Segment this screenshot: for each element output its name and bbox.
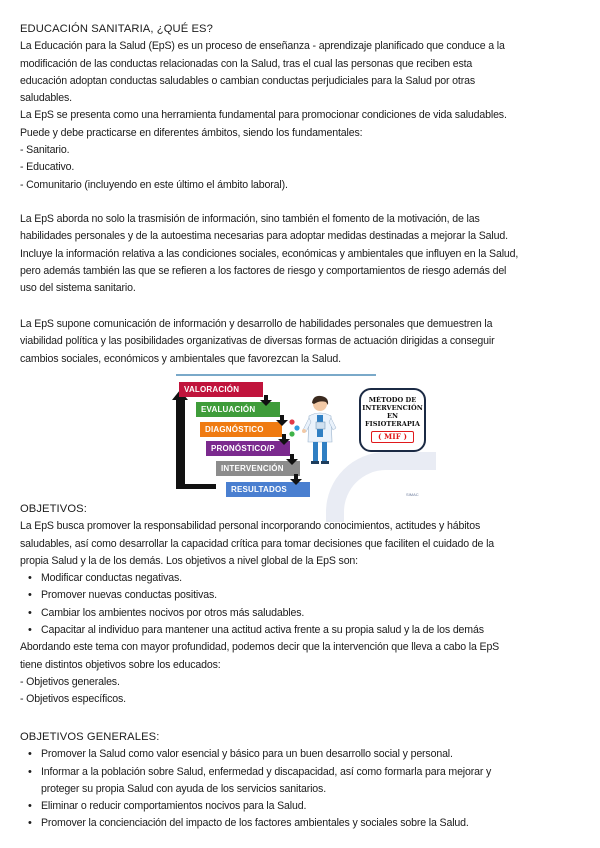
loop-arrow-icon (176, 396, 185, 488)
down-arrow-icon (264, 395, 268, 401)
badge-line: MÉTODO DE (368, 396, 417, 404)
badge-line: FISIOTERAPIA (364, 420, 421, 428)
down-arrow-icon (290, 454, 294, 460)
list-item: • Capacitar al individuo para mantener una actitud activa frente a su propia salud y la de los demás (41, 622, 582, 639)
text-line: La EpS aborda no solo la trasmisión de información, sino también el fomento de la motivación, de las (20, 213, 480, 225)
pills-icon (288, 418, 302, 442)
text-line: pero además también las que se refieren a los factores de riesgo y comportamientos de riesgo además del (20, 264, 507, 277)
text-line: - Objetivos específicos. (20, 693, 126, 706)
down-arrow-icon (282, 434, 286, 440)
list-item: • Promover la Salud como valor esencial y básico para un buen desarrollo social y personal. (41, 746, 582, 763)
step-pronostico: PRONÓSTICO/P (206, 441, 290, 456)
mif-label: ( MIF ) (371, 431, 414, 443)
list-item: • Cambiar los ambientes nocivos por otros más saludables. (41, 605, 582, 622)
list-item-line: • Informar a la población sobre Salud, enfermedad y discapacidad, así como formarla para mejorar y (41, 765, 492, 778)
list-item: • Promover la concienciación del impacto de los factores ambientales y sociales sobre la Salud. (41, 815, 582, 832)
text-line: tiene distintos objetivos sobre los educados: (20, 658, 221, 671)
physiotherapist-illustration-icon (301, 394, 339, 468)
text-line: Abordando este tema con mayor profundidad, podemos decir que la intervención que lleva a cabo la EpS (20, 641, 500, 654)
objetivos-generales-list (20, 746, 582, 832)
text-line: La EpS busca promover la responsabilidad personal incorporando conocimientos, actitudes y hábitos (20, 520, 481, 533)
text-line: modificación de las conductas relacionadas con la Salud, tras el cual las personas que reciben esta (20, 57, 473, 70)
text-line: habilidades personales y de la autoestima necesarias para adoptar medidas destinadas a mejorar la Salud. (20, 230, 508, 243)
text-line: saludables, así como desarrollar la capacidad crítica para tomar decisiones que faciliten el cuidado de la (20, 537, 495, 550)
paragraph-communication (20, 316, 582, 368)
step-valoracion: VALORACIÓN (179, 382, 263, 397)
text-line: La Educación para la Salud (EpS) es un proceso de enseñanza - aprendizaje planificado que conduce a la (20, 40, 505, 53)
loop-arrow-base (176, 484, 216, 489)
text-line: Incluye la información relativa a las condiciones sociales, económicas y ambientales que influyen en la Salud, (20, 247, 519, 260)
paragraph-information (20, 211, 582, 297)
list-item-line: proteger su propia Salud con ayuda de los servicios sanitarios. (41, 782, 326, 795)
text-line: La EpS supone comunicación de información y desarrollo de habilidades personales que demuestren la (20, 318, 493, 330)
text-line: educación adoptan conductas saludables o cambian conductas perjudiciales para la Salud por otras (20, 74, 475, 87)
step-evaluacion: EVALUACIÓN (196, 402, 280, 417)
text-line: - Objetivos generales. (20, 675, 120, 688)
text-line: cambios sociales, económicos y ambientales que favorezcan la Salud. (20, 352, 341, 365)
down-arrow-icon (294, 474, 298, 480)
figure-caption: SIMAC (406, 492, 419, 497)
figure-top-rule (176, 374, 376, 376)
text-line: La EpS se presenta como una herramienta fundamental para promocionar condiciones de vida saludables. (20, 109, 507, 122)
list-item (41, 764, 582, 799)
objetivos-section (20, 501, 582, 709)
text-line: saludables. (20, 92, 72, 105)
objetivos-list (20, 570, 582, 639)
section-heading: OBJETIVOS: (20, 503, 87, 515)
down-arrow-icon (280, 415, 284, 421)
step-intervencion: INTERVENCIÓN (216, 461, 300, 476)
badge-line: INTERVENCIÓN (362, 404, 423, 412)
step-diagnostico: DIAGNÓSTICO (200, 422, 282, 437)
objetivos-generales-section (20, 729, 582, 833)
list-item: • Modificar conductas negativas. (41, 570, 582, 587)
mif-badge (359, 388, 426, 452)
text-line: Puede y debe practicarse en diferentes ámbitos, siendo los fundamentales: (20, 126, 363, 139)
text-line: propia Salud y la de los demás. Los objetivos a nivel global de la EpS son: (20, 554, 358, 567)
list-item: • Promover nuevas conductas positivas. (41, 587, 582, 604)
section-heading: OBJETIVOS GENERALES: (20, 731, 160, 743)
intro-section (20, 21, 582, 194)
section-heading: EDUCACIÓN SANITARIA, ¿QUÉ ES? (20, 23, 213, 35)
text-line: - Comunitario (incluyendo en este último el ámbito laboral). (20, 178, 288, 191)
badge-line: EN (386, 412, 399, 420)
text-line: - Sanitario. (20, 144, 70, 157)
step-resultados: RESULTADOS (226, 482, 310, 497)
list-item: • Eliminar o reducir comportamientos nocivos para la Salud. (41, 798, 582, 815)
text-line: uso del sistema sanitario. (20, 282, 136, 295)
mif-diagram (176, 374, 428, 498)
text-line: viabilidad política y las posibilidades organizativas de diversas formas de actuación dirigidas a conseguir (20, 335, 495, 348)
text-line: - Educativo. (20, 161, 75, 174)
